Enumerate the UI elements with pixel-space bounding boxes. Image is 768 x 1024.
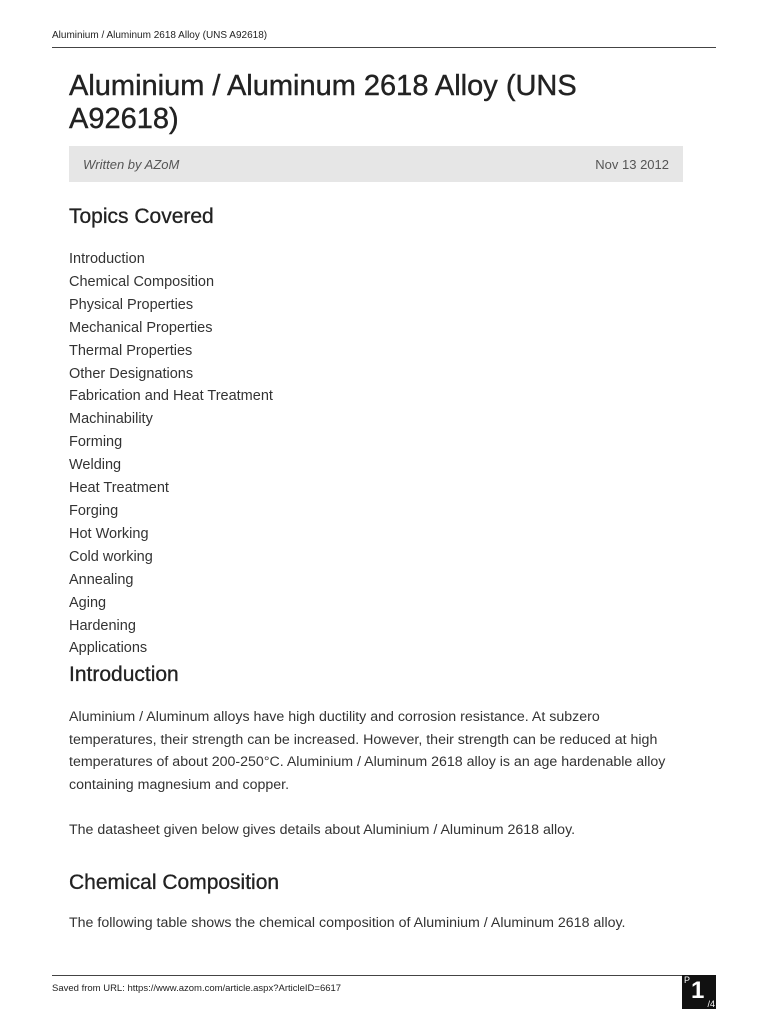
topic-link-cold-working[interactable]: Cold working <box>69 548 153 565</box>
topic-link-thermal-properties[interactable]: Thermal Properties <box>69 342 193 359</box>
datasheet-paragraph: The datasheet given below gives details about Aluminium / Aluminum 2618 alloy. <box>69 822 576 838</box>
topic-link-chemical-composition[interactable]: Chemical Composition <box>69 273 215 290</box>
chemical-composition-paragraph: The following table shows the chemical composition of Aluminium / Aluminum 2618 alloy. <box>69 915 626 931</box>
chemical-composition-heading: Chemical Composition <box>69 871 280 894</box>
page-letter: P <box>684 975 691 985</box>
topic-link-fabrication-heat-treatment[interactable]: Fabrication and Heat Treatment <box>69 388 273 405</box>
introduction-heading: Introduction <box>69 663 179 686</box>
page-number-badge <box>682 975 716 1009</box>
topic-link-annealing[interactable]: Annealing <box>69 571 134 588</box>
topic-link-other-designations[interactable]: Other Designations <box>69 365 194 382</box>
topic-link-aging[interactable]: Aging <box>69 594 107 611</box>
topic-link-introduction[interactable]: Introduction <box>69 251 145 267</box>
topic-link-hardening[interactable]: Hardening <box>69 617 136 634</box>
topic-link-mechanical-properties[interactable]: Mechanical Properties <box>69 319 213 336</box>
topic-link-welding[interactable]: Welding <box>69 457 122 474</box>
topic-link-forging[interactable]: Forging <box>69 502 119 519</box>
topic-link-hot-working[interactable]: Hot Working <box>69 525 149 542</box>
topic-link-heat-treatment[interactable]: Heat Treatment <box>69 480 169 497</box>
byline-author: Written by AZoM <box>83 156 180 172</box>
page-current: 1 <box>691 977 705 1004</box>
topic-link-machinability[interactable]: Machinability <box>69 411 153 428</box>
topics-list <box>69 248 273 660</box>
page-total: /4 <box>707 999 715 1009</box>
running-header: Aluminium / Aluminum 2618 Alloy (UNS A92618) <box>52 30 268 41</box>
saved-from-url: Saved from URL: https://www.azom.com/article.aspx?ArticleID=6617 <box>52 983 342 994</box>
header-divider <box>52 47 716 48</box>
article-title: Aluminium / Aluminum 2618 Alloy (UNS A92618) <box>69 70 577 135</box>
topic-link-physical-properties[interactable]: Physical Properties <box>69 296 194 313</box>
byline-date: Nov 13 2012 <box>595 156 669 172</box>
topic-link-applications[interactable]: Applications <box>69 640 148 657</box>
introduction-paragraph: Aluminium / Aluminum alloys have high ductility and corrosion resistance. At subzero temperatures, their strength can be increased. However, their strength can be reduced at high temperatures of about 200-250°C. Aluminium / Aluminum 2618 alloy is an age hardenable alloy containing magnesium and copper. <box>69 709 666 793</box>
footer-divider <box>52 975 682 976</box>
topics-heading: Topics Covered <box>69 205 214 228</box>
byline-bar <box>69 146 683 182</box>
topic-link-forming[interactable]: Forming <box>69 434 123 451</box>
